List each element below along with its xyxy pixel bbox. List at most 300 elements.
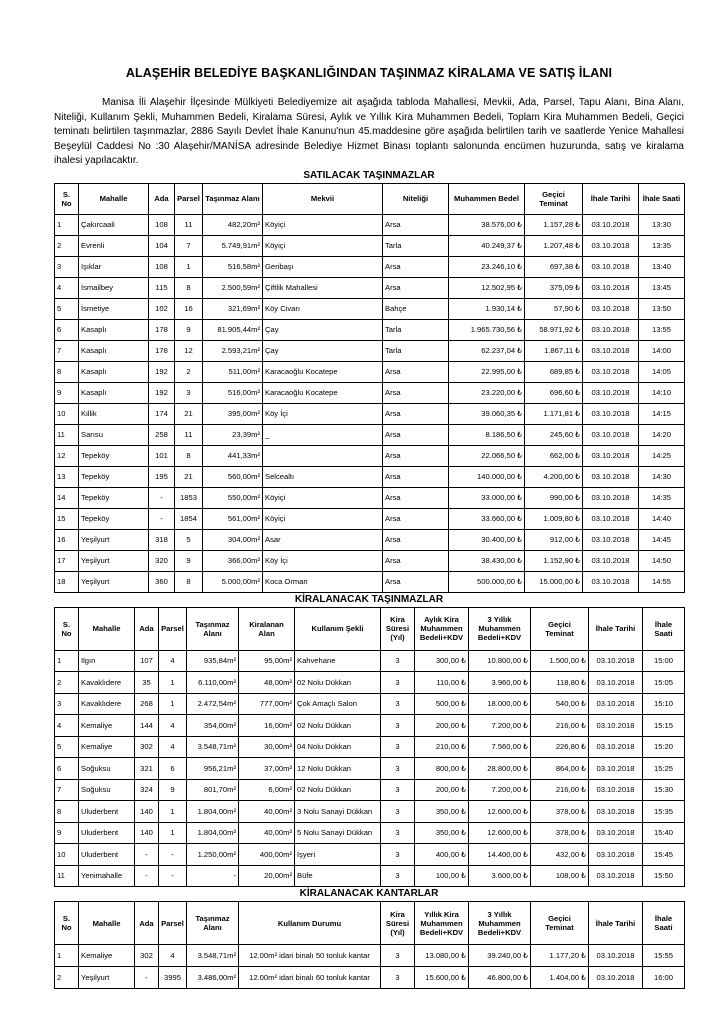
section-title-satilacak: SATILACAK TAŞINMAZLAR bbox=[303, 169, 435, 181]
cell-ada: 35 bbox=[135, 672, 159, 694]
cell-tasinmaz-alani: 550,00m² bbox=[203, 487, 263, 508]
cell-gecici-teminat: 1.207,48 ₺ bbox=[525, 235, 583, 256]
cell-aylik-kira: 300,00 ₺ bbox=[415, 650, 469, 672]
cell-ada: 144 bbox=[135, 715, 159, 737]
table-row bbox=[55, 801, 685, 823]
cell-ihale-saati: 15:50 bbox=[643, 865, 685, 887]
cell-sno: 4 bbox=[55, 277, 79, 298]
cell-ihale-saati: 14:05 bbox=[639, 361, 685, 382]
cell-uc-yillik-bedel: 14.400,00 ₺ bbox=[469, 844, 531, 866]
cell-mahalle: Tepeköy bbox=[79, 508, 149, 529]
cell-gecici-teminat: 1.009,80 ₺ bbox=[525, 508, 583, 529]
cell-ihale-saati: 14:40 bbox=[639, 508, 685, 529]
table-row bbox=[55, 758, 685, 780]
cell-mahalle: Tepeköy bbox=[79, 466, 149, 487]
cell-gecici-teminat: 689,85 ₺ bbox=[525, 361, 583, 382]
cell-gecici-teminat: 378,00 ₺ bbox=[531, 801, 589, 823]
cell-mevkii: Köy İçi bbox=[263, 550, 383, 571]
cell-sno: 9 bbox=[55, 822, 79, 844]
header-yillik-kira: Yıllık Kira Muhammen Bedeli+KDV bbox=[415, 902, 469, 945]
cell-ihale-tarihi: 03.10.2018 bbox=[583, 445, 639, 466]
cell-gecici-teminat: 1.171,81 ₺ bbox=[525, 403, 583, 424]
cell-tasinmaz-alani: 6.110,00m² bbox=[187, 672, 239, 694]
cell-kira-suresi: 3 bbox=[381, 844, 415, 866]
cell-yillik-kira: 13.080,00 ₺ bbox=[415, 945, 469, 967]
cell-ada: 324 bbox=[135, 779, 159, 801]
cell-uc-yillik-bedel: 7.200,00 ₺ bbox=[469, 715, 531, 737]
cell-ada: - bbox=[135, 865, 159, 887]
cell-gecici-teminat: 1.867,11 ₺ bbox=[525, 340, 583, 361]
cell-ada: 108 bbox=[149, 256, 175, 277]
cell-muhammen-bedel: 1.930,14 ₺ bbox=[449, 298, 525, 319]
cell-uc-yillik-bedel: 7.200,00 ₺ bbox=[469, 779, 531, 801]
cell-parsel: - bbox=[159, 844, 187, 866]
cell-niteligi: Arsa bbox=[383, 529, 449, 550]
cell-kullanim-sekli: İşyeri bbox=[295, 844, 381, 866]
cell-uc-yillik-bedel: 3.600,00 ₺ bbox=[469, 865, 531, 887]
table-row bbox=[55, 779, 685, 801]
header-tasinmaz-alani: Taşınmaz Alanı bbox=[203, 183, 263, 214]
cell-ihale-saati: 14:55 bbox=[639, 571, 685, 592]
cell-sno: 2 bbox=[55, 235, 79, 256]
cell-ada: 115 bbox=[149, 277, 175, 298]
cell-ada: 178 bbox=[149, 319, 175, 340]
cell-parsel: 1 bbox=[159, 822, 187, 844]
cell-aylik-kira: 110,00 ₺ bbox=[415, 672, 469, 694]
cell-kira-suresi: 3 bbox=[381, 801, 415, 823]
cell-tasinmaz-alani: 1.250,00m² bbox=[187, 844, 239, 866]
cell-muhammen-bedel: 33.000,00 ₺ bbox=[449, 487, 525, 508]
cell-muhammen-bedel: 22.066,50 ₺ bbox=[449, 445, 525, 466]
cell-kullanim-sekli: 12 Nolu Dükkan bbox=[295, 758, 381, 780]
cell-kira-suresi: 3 bbox=[381, 650, 415, 672]
cell-mahalle: Soğuksu bbox=[79, 779, 135, 801]
cell-ihale-tarihi: 03.10.2018 bbox=[583, 424, 639, 445]
cell-niteligi: Arsa bbox=[383, 361, 449, 382]
header-kira-suresi: Kira Süresi (Yıl) bbox=[381, 902, 415, 945]
cell-mevkii: Köyiçi bbox=[263, 235, 383, 256]
header-parsel: Parsel bbox=[159, 902, 187, 945]
cell-niteligi: Tarla bbox=[383, 340, 449, 361]
cell-mevkii: Köyiçi bbox=[263, 214, 383, 235]
cell-parsel: 4 bbox=[159, 945, 187, 967]
cell-kiralanan-alan: 20,00m² bbox=[239, 865, 295, 887]
header-ada: Ada bbox=[135, 902, 159, 945]
cell-mevkii: Çiftlik Mahallesi bbox=[263, 277, 383, 298]
cell-ada: - bbox=[149, 487, 175, 508]
cell-parsel: 21 bbox=[175, 403, 203, 424]
cell-ihale-tarihi: 03.10.2018 bbox=[583, 529, 639, 550]
cell-kiralanan-alan: 777,00m² bbox=[239, 693, 295, 715]
cell-uc-yillik-bedel: 28.800,00 ₺ bbox=[469, 758, 531, 780]
cell-muhammen-bedel: 39.060,35 ₺ bbox=[449, 403, 525, 424]
cell-gecici-teminat: 696,60 ₺ bbox=[525, 382, 583, 403]
cell-mevkii: Köyiçi bbox=[263, 508, 383, 529]
cell-kiralanan-alan: 40,00m² bbox=[239, 801, 295, 823]
cell-kira-suresi: 3 bbox=[381, 758, 415, 780]
table-row bbox=[55, 298, 685, 319]
cell-ihale-tarihi: 03.10.2018 bbox=[583, 277, 639, 298]
cell-ihale-tarihi: 03.10.2018 bbox=[583, 361, 639, 382]
cell-kullanim-sekli: 04 Nolu Dükkan bbox=[295, 736, 381, 758]
cell-ihale-tarihi: 03.10.2018 bbox=[583, 403, 639, 424]
cell-ihale-tarihi: 03.10.2018 bbox=[589, 801, 643, 823]
table-row bbox=[55, 319, 685, 340]
cell-muhammen-bedel: 8.186,50 ₺ bbox=[449, 424, 525, 445]
table-row bbox=[55, 361, 685, 382]
cell-gecici-teminat: 378,00 ₺ bbox=[531, 822, 589, 844]
section-title-kiralanacak: KİRALANACAK TAŞINMAZLAR bbox=[294, 593, 444, 605]
cell-parsel: 2 bbox=[175, 361, 203, 382]
cell-parsel: 1 bbox=[175, 256, 203, 277]
cell-parsel: 1 bbox=[159, 693, 187, 715]
cell-ihale-saati: 13:40 bbox=[639, 256, 685, 277]
cell-kullanim-sekli: 02 Nolu Dükkan bbox=[295, 715, 381, 737]
cell-parsel: 1854 bbox=[175, 508, 203, 529]
cell-ihale-saati: 15:00 bbox=[643, 650, 685, 672]
cell-tasinmaz-alani: 516,00m² bbox=[203, 382, 263, 403]
header-gecici-teminat: Geçici Teminat bbox=[531, 902, 589, 945]
cell-sno: 6 bbox=[55, 319, 79, 340]
cell-mahalle: Evrenli bbox=[79, 235, 149, 256]
cell-ada: 102 bbox=[149, 298, 175, 319]
cell-gecici-teminat: 245,60 ₺ bbox=[525, 424, 583, 445]
cell-muhammen-bedel: 40.249,37 ₺ bbox=[449, 235, 525, 256]
cell-gecici-teminat: 990,00 ₺ bbox=[525, 487, 583, 508]
cell-kullanim-durumu: 12.00m² idari binalı 50 tonluk kantar bbox=[239, 945, 381, 967]
cell-tasinmaz-alani: 441,33m² bbox=[203, 445, 263, 466]
cell-mahalle: Yenimahalle bbox=[79, 865, 135, 887]
cell-kiralanan-alan: 37,00m² bbox=[239, 758, 295, 780]
cell-sno: 1 bbox=[55, 214, 79, 235]
cell-uc-yillik-bedel: 7.560,00 ₺ bbox=[469, 736, 531, 758]
section-title-kantarlar: KİRALANACAK KANTARLAR bbox=[299, 888, 439, 900]
cell-tasinmaz-alani: 366,00m² bbox=[203, 550, 263, 571]
cell-ihale-saati: 16:00 bbox=[643, 967, 685, 989]
cell-muhammen-bedel: 23.220,00 ₺ bbox=[449, 382, 525, 403]
cell-gecici-teminat: 216,00 ₺ bbox=[531, 715, 589, 737]
cell-muhammen-bedel: 1.965.730,56 ₺ bbox=[449, 319, 525, 340]
cell-muhammen-bedel: 38.430,00 ₺ bbox=[449, 550, 525, 571]
header-mevkii: Mekvii bbox=[263, 183, 383, 214]
cell-gecici-teminat: 118,80 ₺ bbox=[531, 672, 589, 694]
cell-mahalle: Uluderbent bbox=[79, 822, 135, 844]
cell-gecici-teminat: 57,90 ₺ bbox=[525, 298, 583, 319]
cell-mahalle: Yeşilyurt bbox=[79, 571, 149, 592]
cell-ada: - bbox=[135, 967, 159, 989]
cell-gecici-teminat: 4.200,00 ₺ bbox=[525, 466, 583, 487]
cell-ihale-tarihi: 03.10.2018 bbox=[589, 967, 643, 989]
cell-mevkii: Asar bbox=[263, 529, 383, 550]
kantarlar-table bbox=[54, 901, 685, 989]
header-ada: Ada bbox=[149, 183, 175, 214]
cell-muhammen-bedel: 38.576,00 ₺ bbox=[449, 214, 525, 235]
cell-ihale-tarihi: 03.10.2018 bbox=[583, 466, 639, 487]
cell-ihale-saati: 15:15 bbox=[643, 715, 685, 737]
cell-gecici-teminat: 662,00 ₺ bbox=[525, 445, 583, 466]
cell-uc-yillik-bedel: 18.000,00 ₺ bbox=[469, 693, 531, 715]
cell-tasinmaz-alani: 1.804,00m² bbox=[187, 801, 239, 823]
cell-sno: 16 bbox=[55, 529, 79, 550]
cell-mevkii: Koca Orman bbox=[263, 571, 383, 592]
cell-parsel: 3995 bbox=[159, 967, 187, 989]
cell-muhammen-bedel: 140.000,00 ₺ bbox=[449, 466, 525, 487]
header-ada: Ada bbox=[135, 607, 159, 650]
header-kira-suresi: Kira Süresi (Yıl) bbox=[381, 607, 415, 650]
cell-ihale-saati: 14:00 bbox=[639, 340, 685, 361]
cell-aylik-kira: 200,00 ₺ bbox=[415, 779, 469, 801]
header-ihale-tarihi: İhale Tarihi bbox=[589, 902, 643, 945]
announcement-page bbox=[54, 66, 684, 989]
cell-niteligi: Arsa bbox=[383, 466, 449, 487]
cell-niteligi: Arsa bbox=[383, 445, 449, 466]
header-sno: S. No bbox=[55, 902, 79, 945]
cell-gecici-teminat: 226,80 ₺ bbox=[531, 736, 589, 758]
cell-gecici-teminat: 540,00 ₺ bbox=[531, 693, 589, 715]
cell-mahalle: Uluderbent bbox=[79, 801, 135, 823]
cell-parsel: 4 bbox=[159, 736, 187, 758]
cell-gecici-teminat: 108,00 ₺ bbox=[531, 865, 589, 887]
kiralanacak-table bbox=[54, 607, 685, 888]
cell-tasinmaz-alani: 395,00m² bbox=[203, 403, 263, 424]
cell-tasinmaz-alani: 561,00m² bbox=[203, 508, 263, 529]
table-header-row bbox=[55, 607, 685, 650]
cell-gecici-teminat: 432,00 ₺ bbox=[531, 844, 589, 866]
cell-ihale-saati: 15:30 bbox=[643, 779, 685, 801]
cell-mahalle: Kemaliye bbox=[79, 736, 135, 758]
cell-sno: 11 bbox=[55, 424, 79, 445]
cell-mahalle: Çakırcaali bbox=[79, 214, 149, 235]
cell-tasinmaz-alani: 3.486,00m² bbox=[187, 967, 239, 989]
header-ihale-saati: İhale Saati bbox=[643, 607, 685, 650]
cell-mahalle: Soğuksu bbox=[79, 758, 135, 780]
cell-parsel: 4 bbox=[159, 650, 187, 672]
cell-tasinmaz-alani: 1.804,00m² bbox=[187, 822, 239, 844]
cell-sno: 3 bbox=[55, 693, 79, 715]
cell-sno: 8 bbox=[55, 361, 79, 382]
cell-ihale-saati: 15:05 bbox=[643, 672, 685, 694]
cell-parsel: 8 bbox=[175, 571, 203, 592]
cell-ihale-saati: 13:30 bbox=[639, 214, 685, 235]
cell-mevkii: Çay bbox=[263, 319, 383, 340]
cell-sno: 1 bbox=[55, 650, 79, 672]
cell-ada: 258 bbox=[149, 424, 175, 445]
cell-kira-suresi: 3 bbox=[381, 865, 415, 887]
table-row bbox=[55, 508, 685, 529]
cell-parsel: 1 bbox=[159, 801, 187, 823]
cell-ihale-tarihi: 03.10.2018 bbox=[583, 319, 639, 340]
cell-ada: 302 bbox=[135, 736, 159, 758]
cell-ada: 360 bbox=[149, 571, 175, 592]
cell-ihale-tarihi: 03.10.2018 bbox=[583, 298, 639, 319]
cell-parsel: 9 bbox=[175, 319, 203, 340]
cell-ada: 140 bbox=[135, 822, 159, 844]
cell-sno: 15 bbox=[55, 508, 79, 529]
cell-ada: 268 bbox=[135, 693, 159, 715]
cell-mahalle: İsmetiye bbox=[79, 298, 149, 319]
cell-parsel: 4 bbox=[159, 715, 187, 737]
cell-uc-yillik-bedel: 39.240,00 ₺ bbox=[469, 945, 531, 967]
cell-ihale-tarihi: 03.10.2018 bbox=[589, 865, 643, 887]
cell-parsel: 8 bbox=[175, 277, 203, 298]
table-row bbox=[55, 650, 685, 672]
cell-kullanim-sekli: 02 Nolu Dükkan bbox=[295, 672, 381, 694]
cell-niteligi: Arsa bbox=[383, 403, 449, 424]
table-row bbox=[55, 403, 685, 424]
cell-uc-yillik-bedel: 46.800,00 ₺ bbox=[469, 967, 531, 989]
cell-mahalle: Kavaklıdere bbox=[79, 672, 135, 694]
cell-gecici-teminat: 1.500,00 ₺ bbox=[531, 650, 589, 672]
cell-ada: 192 bbox=[149, 382, 175, 403]
header-parsel: Parsel bbox=[175, 183, 203, 214]
cell-sno: 14 bbox=[55, 487, 79, 508]
cell-sno: 5 bbox=[55, 736, 79, 758]
cell-mahalle: Tepeköy bbox=[79, 445, 149, 466]
cell-mevkii: Çay bbox=[263, 340, 383, 361]
cell-mevkii bbox=[263, 445, 383, 466]
header-niteligi: Niteliği bbox=[383, 183, 449, 214]
cell-kira-suresi: 3 bbox=[381, 715, 415, 737]
table-row bbox=[55, 865, 685, 887]
cell-aylik-kira: 400,00 ₺ bbox=[415, 844, 469, 866]
table-row bbox=[55, 945, 685, 967]
cell-ihale-tarihi: 03.10.2018 bbox=[589, 736, 643, 758]
satilacak-table bbox=[54, 183, 685, 593]
cell-kullanim-sekli: 02 Nolu Dükkan bbox=[295, 779, 381, 801]
cell-niteligi: Arsa bbox=[383, 277, 449, 298]
cell-kullanim-sekli: Çok Amaçlı Salon bbox=[295, 693, 381, 715]
cell-gecici-teminat: 912,00 ₺ bbox=[525, 529, 583, 550]
table-row bbox=[55, 340, 685, 361]
table-row bbox=[55, 466, 685, 487]
cell-ihale-tarihi: 03.10.2018 bbox=[589, 945, 643, 967]
cell-niteligi: Arsa bbox=[383, 571, 449, 592]
cell-parsel: 12 bbox=[175, 340, 203, 361]
cell-sno: 2 bbox=[55, 967, 79, 989]
header-sno: S. No bbox=[55, 607, 79, 650]
cell-gecici-teminat: 697,38 ₺ bbox=[525, 256, 583, 277]
cell-niteligi: Arsa bbox=[383, 214, 449, 235]
cell-ada: 320 bbox=[149, 550, 175, 571]
table-row bbox=[55, 529, 685, 550]
cell-ihale-saati: 14:45 bbox=[639, 529, 685, 550]
cell-mahalle: Tepeköy bbox=[79, 487, 149, 508]
cell-niteligi: Tarla bbox=[383, 235, 449, 256]
cell-ihale-saati: 14:10 bbox=[639, 382, 685, 403]
cell-kiralanan-alan: 48,00m² bbox=[239, 672, 295, 694]
cell-niteligi: Arsa bbox=[383, 424, 449, 445]
cell-ada: 140 bbox=[135, 801, 159, 823]
cell-muhammen-bedel: 22.995,00 ₺ bbox=[449, 361, 525, 382]
cell-sno: 9 bbox=[55, 382, 79, 403]
cell-ihale-saati: 15:45 bbox=[643, 844, 685, 866]
cell-muhammen-bedel: 62.237,04 ₺ bbox=[449, 340, 525, 361]
cell-aylik-kira: 210,00 ₺ bbox=[415, 736, 469, 758]
table-row bbox=[55, 844, 685, 866]
cell-tasinmaz-alani: 5.749,91m² bbox=[203, 235, 263, 256]
table-row bbox=[55, 571, 685, 592]
cell-ada: 107 bbox=[135, 650, 159, 672]
table-row bbox=[55, 382, 685, 403]
cell-kira-suresi: 3 bbox=[381, 779, 415, 801]
cell-ihale-tarihi: 03.10.2018 bbox=[589, 822, 643, 844]
cell-tasinmaz-alani: 2.472,54m² bbox=[187, 693, 239, 715]
table-row bbox=[55, 967, 685, 989]
cell-gecici-teminat: 1.152,90 ₺ bbox=[525, 550, 583, 571]
cell-mahalle: Kasaplı bbox=[79, 382, 149, 403]
table-row bbox=[55, 822, 685, 844]
cell-sno: 11 bbox=[55, 865, 79, 887]
header-aylik-kira: Aylık Kira Muhammen Bedeli+KDV bbox=[415, 607, 469, 650]
cell-ihale-tarihi: 03.10.2018 bbox=[589, 715, 643, 737]
table-header-row bbox=[55, 902, 685, 945]
cell-mevkii: _ bbox=[263, 424, 383, 445]
cell-sno: 12 bbox=[55, 445, 79, 466]
header-ihale-tarihi: İhale Tarihi bbox=[583, 183, 639, 214]
document-title: ALAŞEHİR BELEDİYE BAŞKANLIĞINDAN TAŞINMAZ KİRALAMA VE SATIŞ İLANI bbox=[125, 66, 613, 80]
cell-ihale-saati: 15:20 bbox=[643, 736, 685, 758]
header-tasinmaz-alani: Taşınmaz Alanı bbox=[187, 902, 239, 945]
cell-mahalle: Kasaplı bbox=[79, 340, 149, 361]
header-tasinmaz-alani: Taşınmaz Alanı bbox=[187, 607, 239, 650]
table-row bbox=[55, 235, 685, 256]
cell-parsel: 1 bbox=[159, 672, 187, 694]
cell-ada: 192 bbox=[149, 361, 175, 382]
cell-ihale-saati: 15:10 bbox=[643, 693, 685, 715]
cell-gecici-teminat: 1.177,20 ₺ bbox=[531, 945, 589, 967]
cell-tasinmaz-alani: 511,00m² bbox=[203, 361, 263, 382]
cell-niteligi: Bahçe bbox=[383, 298, 449, 319]
cell-parsel: 16 bbox=[175, 298, 203, 319]
cell-gecici-teminat: 216,00 ₺ bbox=[531, 779, 589, 801]
cell-sno: 7 bbox=[55, 340, 79, 361]
cell-muhammen-bedel: 30.400,00 ₺ bbox=[449, 529, 525, 550]
cell-aylik-kira: 500,00 ₺ bbox=[415, 693, 469, 715]
cell-aylik-kira: 200,00 ₺ bbox=[415, 715, 469, 737]
cell-ada: - bbox=[135, 844, 159, 866]
cell-ihale-saati: 15:55 bbox=[643, 945, 685, 967]
header-muhammen-bedel: Muhammen Bedel bbox=[449, 183, 525, 214]
cell-tasinmaz-alani: 516,58m² bbox=[203, 256, 263, 277]
cell-kira-suresi: 3 bbox=[381, 822, 415, 844]
cell-tasinmaz-alani: 935,84m² bbox=[187, 650, 239, 672]
cell-aylik-kira: 100,00 ₺ bbox=[415, 865, 469, 887]
header-mahalle: Mahalle bbox=[79, 183, 149, 214]
table-row bbox=[55, 277, 685, 298]
cell-uc-yillik-bedel: 10.800,00 ₺ bbox=[469, 650, 531, 672]
cell-tasinmaz-alani: 5.000,00m² bbox=[203, 571, 263, 592]
cell-tasinmaz-alani: 482,20m² bbox=[203, 214, 263, 235]
cell-tasinmaz-alani: 801,70m² bbox=[187, 779, 239, 801]
header-parsel: Parsel bbox=[159, 607, 187, 650]
cell-parsel: 8 bbox=[175, 445, 203, 466]
cell-kira-suresi: 3 bbox=[381, 967, 415, 989]
cell-ihale-saati: 14:30 bbox=[639, 466, 685, 487]
cell-uc-yillik-bedel: 3.960,00 ₺ bbox=[469, 672, 531, 694]
intro-paragraph: Manisa İli Alaşehir İlçesinde Mülkiyeti Belediyemize ait aşağıda tabloda Mahallesi, Mevkii, Ada, Parsel, Tapu Alanı, Bina Alanı, Niteliği, Kullanım Şekli, Muhammen Bedeli, Kiralama Süresi, Aylık ve Yıllık Kira Muhammen Bedeli, Toplam Kira Muhammen Bedeli, Geçici teminatı belirtilen taşınmazlar, 2886 Sayılı Devlet İhale Kanunu'nun 45.maddesine göre aşağıda belirtilen tarih ve saatlerde Yenice Mahallesi Beşeylül Caddesi No :30 Alaşehir/MANİSA adresinde Belediye Hizmet Binası toplantı salonunda encümen huzurunda, satış ve kiralama ihalesi yapılacaktır. bbox=[54, 97, 684, 167]
cell-niteligi: Arsa bbox=[383, 382, 449, 403]
cell-parsel: 7 bbox=[175, 235, 203, 256]
cell-gecici-teminat: 864,00 ₺ bbox=[531, 758, 589, 780]
table-row bbox=[55, 672, 685, 694]
cell-tasinmaz-alani: - bbox=[187, 865, 239, 887]
cell-kira-suresi: 3 bbox=[381, 672, 415, 694]
cell-ada: 174 bbox=[149, 403, 175, 424]
cell-niteligi: Tarla bbox=[383, 319, 449, 340]
cell-parsel: 5 bbox=[175, 529, 203, 550]
cell-ihale-tarihi: 03.10.2018 bbox=[583, 550, 639, 571]
cell-gecici-teminat: 375,09 ₺ bbox=[525, 277, 583, 298]
